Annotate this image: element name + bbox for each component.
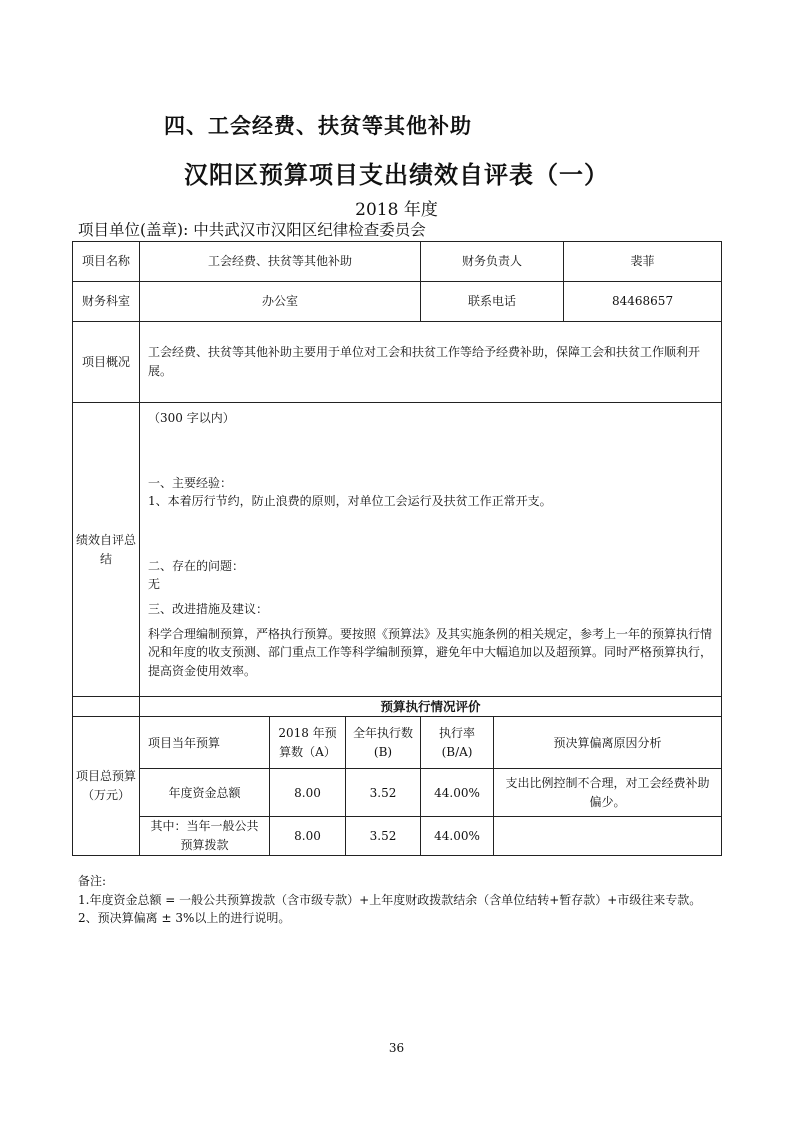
- evaluation-summary-box: [140, 403, 722, 697]
- row-budget: 8.00: [270, 817, 346, 855]
- row-item: 年度资金总额: [140, 769, 270, 817]
- word-limit-note: （300 字以内）: [148, 411, 235, 425]
- row-execution: 3.52: [346, 817, 421, 855]
- department-value: 办公室: [140, 282, 421, 322]
- experience-title: 一、主要经验：: [148, 475, 233, 490]
- row-rate: 44.00%: [421, 817, 494, 855]
- table-row: [73, 322, 722, 403]
- experience-text: 1、本着厉行节约，防止浪费的原则，对单位工会运行及扶贫工作正常开支。: [148, 494, 552, 509]
- problems-text: 无: [148, 577, 161, 592]
- notes-line-2: 2、预决算偏离 ± 3%以上的进行说明。: [78, 911, 291, 926]
- row-budget: 8.00: [270, 769, 346, 817]
- measures-text: 科学合理编制预算，严格执行预算。要按照《预算法》及其实施条例的相关规定，参考上一年的预算执行情况和年度的收支预测、部门重点工作等科学编制预算，避免年中大幅追加以及超预算。同时严格预算执行，提高资金使用效率。: [148, 626, 713, 678]
- notes-line-1: 1.年度资金总额 = 一般公共预算拨款（含市级专款）+上年度财政拨款结余（含单位结转+暂存款）+市级往来专款。: [78, 892, 702, 907]
- finance-head-label: 财务负责人: [421, 242, 564, 282]
- page-number: 36: [388, 1041, 405, 1055]
- empty-cell: [73, 697, 140, 717]
- row-reason: [494, 817, 722, 855]
- measures-title: 三、改进措施及建议：: [148, 601, 269, 616]
- overview-label: 项目概况: [73, 322, 140, 403]
- column-header-rate: 执行率(B/A): [421, 717, 494, 769]
- department-label: 财务科室: [73, 282, 140, 322]
- table-row: [73, 817, 722, 855]
- project-unit-line: 项目单位(盖章): 中共武汉市汉阳区纪律检查委员会: [78, 221, 426, 239]
- project-name-label: 项目名称: [73, 242, 140, 282]
- document-title: 汉阳区预算项目支出绩效自评表（一）: [184, 160, 609, 189]
- row-item: 其中：当年一般公共预算拨款: [140, 817, 270, 855]
- notes-section: [78, 872, 718, 928]
- section-heading: 四、工会经费、扶贫等其他补助: [164, 114, 472, 138]
- finance-head-value: 裴菲: [564, 242, 722, 282]
- row-execution: 3.52: [346, 769, 421, 817]
- column-header-item: 项目当年预算: [140, 717, 270, 769]
- table-row: [73, 403, 722, 697]
- total-budget-label: 项目总预算（万元）: [73, 717, 140, 855]
- evaluation-summary-label: 绩效自评总结: [73, 403, 140, 697]
- budget-section-title: 预算执行情况评价: [140, 697, 722, 717]
- row-reason: 支出比例控制不合理，对工会经费补助偏少。: [494, 769, 722, 817]
- column-header-execution: 全年执行数(B): [346, 717, 421, 769]
- table-row: [73, 242, 722, 282]
- table-row: [73, 282, 722, 322]
- table-row: [73, 769, 722, 817]
- project-name-value: 工会经费、扶贫等其他补助: [140, 242, 421, 282]
- performance-evaluation-table: [72, 241, 722, 856]
- column-header-budget: 2018 年预算数（A）: [270, 717, 346, 769]
- column-header-reason: 预决算偏离原因分析: [494, 717, 722, 769]
- row-rate: 44.00%: [421, 769, 494, 817]
- phone-value: 84468657: [564, 282, 722, 322]
- phone-label: 联系电话: [421, 282, 564, 322]
- document-year: 2018 年度: [355, 200, 438, 220]
- overview-text: 工会经费、扶贫等其他补助主要用于单位对工会和扶贫工作等给予经费补助，保障工会和扶贫工作顺利开展。: [140, 322, 722, 403]
- notes-title: 备注:: [78, 874, 107, 888]
- table-row: [73, 697, 722, 717]
- table-row: [73, 717, 722, 769]
- problems-title: 二、存在的问题：: [148, 558, 245, 573]
